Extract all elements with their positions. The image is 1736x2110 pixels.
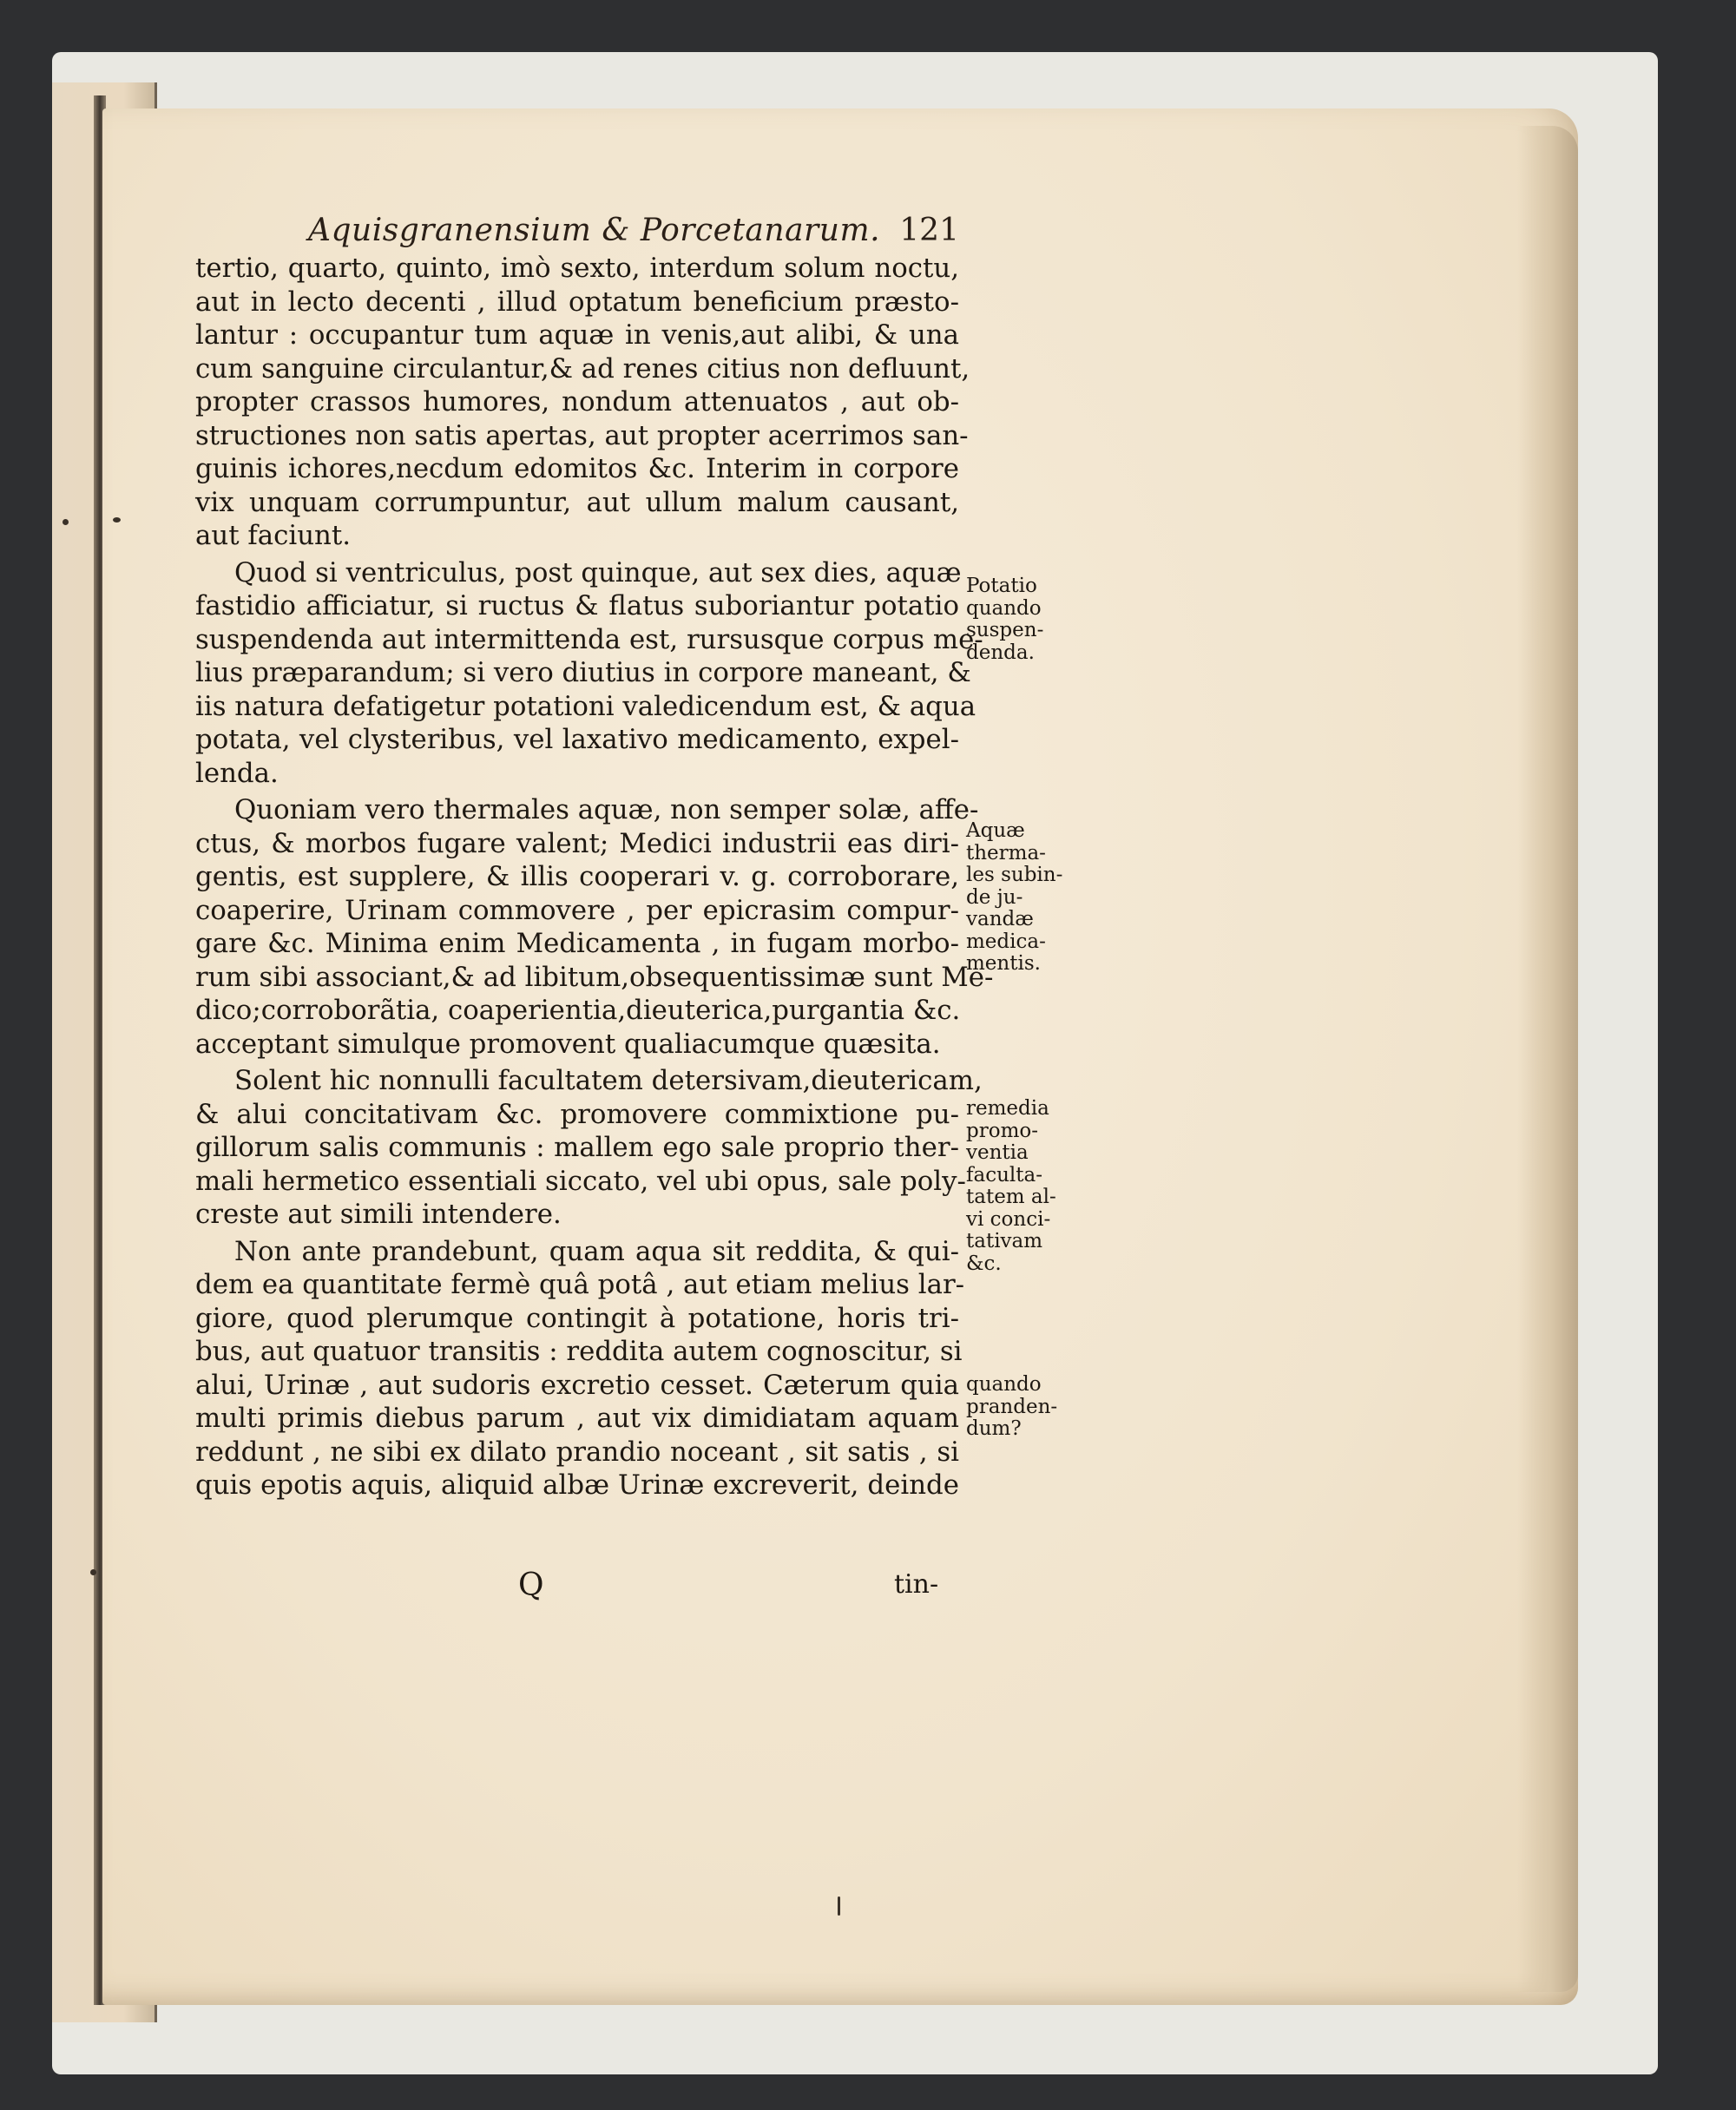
margin-note-line: suspen- (966, 619, 1044, 641)
text-line: rum sibi associant,& ad libitum,obsequentissimæ sunt Me- (195, 961, 994, 993)
margin-note-line: vandæ (966, 908, 1034, 930)
text-line: structiones non satis apertas, aut propter acerrimos san- (195, 419, 969, 451)
paragraph-5 (195, 1235, 965, 1502)
text-line: dem ea quantitate fermè quâ potâ , aut etiam melius lar- (195, 1269, 965, 1300)
margin-note-line: medica- (966, 930, 1046, 953)
paragraph-3 (195, 793, 994, 1061)
text-line: guinis ichores,necdum edomitos &c. Interim in corpore (195, 453, 959, 484)
text-line: ctus, & morbos fugare valent; Medici industrii eas diri- (195, 827, 959, 859)
margin-note-line: denda. (966, 641, 1035, 664)
text-line: Solent hic nonnulli facultatem detersivam,dieutericam, (234, 1065, 983, 1096)
text-line: giore, quod plerumque contingit à potatione, horis tri- (195, 1302, 959, 1334)
margin-note-line: Potatio (966, 575, 1037, 597)
margin-note-line: remedia (966, 1097, 1049, 1120)
text-line: lenda. (195, 757, 279, 789)
margin-note-quando (966, 1374, 1057, 1441)
text-line: vix unquam corrumpuntur, aut ullum malum causant, (195, 486, 959, 518)
page-number: 121 (899, 213, 959, 248)
margin-note-line: pranden- (966, 1395, 1058, 1418)
ink-speck (62, 519, 69, 525)
text-line: lantur : occupantur tum aquæ in venis,aut alibi, & una (195, 319, 959, 351)
ink-speck (838, 1896, 840, 1916)
margin-note-line: vi conci- (966, 1207, 1051, 1231)
text-line: cum sanguine circulantur,& ad renes citius non defluunt, (195, 352, 970, 385)
margin-note-potatio (966, 575, 1043, 664)
text-line: mali hermetico essentiali siccato, vel ubi opus, sale poly- (195, 1165, 966, 1197)
text-line: acceptant simulque promovent qualiacumque quæsita. (195, 1028, 941, 1060)
text-line: fastidio afficiatur, si ructus & flatus suboriantur potatio (195, 590, 959, 621)
text-line: dico;corroborãtia, coaperientia,dieuterica,purgantia &c. (195, 995, 961, 1026)
paragraph-2 (195, 556, 983, 791)
text-line: bus, aut quatuor transitis : reddita autem cognoscitur, si (195, 1336, 963, 1367)
text-line: coaperire, Urinam commovere , per epicrasim compur- (195, 894, 959, 926)
margin-note-line: promo- (966, 1119, 1038, 1142)
text-line: Non ante prandebunt, quam aqua sit reddita, & qui- (234, 1235, 959, 1267)
paragraph-4 (195, 1064, 983, 1232)
text-line: aut in lecto decenti , illud optatum beneficium præsto- (195, 286, 959, 318)
text-line: creste aut simili intendere. (195, 1199, 562, 1230)
text-line: propter crassos humores, nondum attenuatos , aut ob- (195, 386, 959, 417)
text-line: iis natura defatigetur potationi valedicendum est, & aqua (195, 690, 976, 722)
margin-note-line: mentis. (966, 952, 1041, 975)
text-line: Quoniam vero thermales aquæ, non semper solæ, affe- (234, 794, 979, 825)
margin-note-line: ventia (966, 1141, 1029, 1164)
ink-speck (90, 1569, 96, 1575)
margin-note-line: Aquæ (966, 819, 1025, 842)
margin-note-aquae (966, 820, 1062, 976)
text-line: quis epotis aquis, aliquid albæ Urinæ excreverit, deinde (195, 1469, 959, 1501)
catchword: tin- (894, 1569, 939, 1600)
margin-note-line: les subin- (966, 864, 1063, 886)
text-line: Quod si ventriculus, post quinque, aut sex dies, aquæ (234, 556, 962, 588)
margin-note-line: &c. (966, 1252, 1002, 1275)
text-line: suspendenda aut intermittenda est, rursusque corpus me- (195, 623, 983, 655)
margin-note-line: quando (966, 596, 1042, 620)
text-line: aut faciunt. (195, 520, 352, 551)
text-line: reddunt , ne sibi ex dilato prandio noceant , sit satis , si (195, 1436, 959, 1468)
text-line: multi primis diebus parum , aut vix dimidiatam aquam (195, 1403, 959, 1434)
margin-note-line: de ju- (966, 885, 1023, 909)
signature-mark: Q (518, 1568, 544, 1603)
text-line: gare &c. Minima enim Medicamenta , in fugam morbo- (195, 928, 959, 959)
margin-note-line: tativam (966, 1230, 1043, 1252)
margin-note-remedia (966, 1098, 1056, 1275)
text-line: potata, vel clysteribus, vel laxativo medicamento, expel- (195, 724, 959, 755)
text-line: gentis, est supplere, & illis cooperari v. g. corroborare, (195, 861, 959, 892)
text-line: lius præparandum; si vero diutius in corpore maneant, & (195, 657, 971, 688)
worn-page-edge (1517, 126, 1578, 1992)
text-line: gillorum salis communis : mallem ego sale proprio ther- (195, 1132, 959, 1163)
margin-note-line: quando (966, 1373, 1042, 1396)
margin-note-line: faculta- (966, 1163, 1043, 1186)
text-line: tertio, quarto, quinto, imò sexto, interdum solum noctu, (195, 253, 959, 284)
text-line: & alui concitativam &c. promovere commixtione pu- (195, 1098, 959, 1130)
ink-speck (113, 517, 121, 523)
text-line: alui, Urinæ , aut sudoris excretio cesset. Cæterum quia (195, 1369, 959, 1401)
page-header (195, 213, 959, 252)
margin-note-line: dum? (966, 1417, 1022, 1440)
margin-note-line: therma- (966, 841, 1046, 864)
margin-note-line: tatem al- (966, 1186, 1056, 1208)
running-title: Aquisgranensium & Porcetanarum. (308, 213, 881, 248)
paragraph-1 (195, 252, 970, 553)
main-text (195, 252, 994, 1502)
